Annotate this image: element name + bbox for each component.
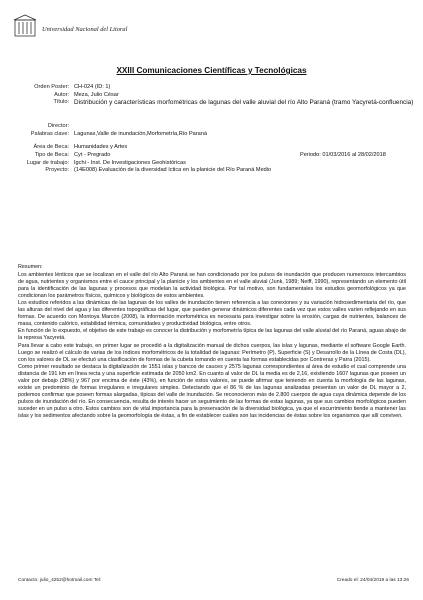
- autor-label: Autor:: [54, 91, 69, 98]
- abstract-paragraph: Como primer resultado se destaca la digitalización de 1551 islas y bancos de cauces y 2575 lagunas correspondientes al área de estudio el cual comprende una distancia de 191 km en línea recta y una superficie estimada de 2050 km2. En cuanto al valor de DL la media es de 2,16, existiendo 1607 lagunas que poseen un valor por debajo (38%) y 967 por encima de éste (43%), en función de estos valores, se puede afirmar que teniendo en cuenta la morfología de las lagunas, existe un predominio de formas irregulares e irregulares simples. Detectando que el 86 % de las lagunas analizadas presentan un valor de DL mayor a 2, podemos confirmar que poseen formas alargadas, típicas del valle de inundación. Se reconocieron más de 2.800 cuerpos de agua cuya dinámica depende de los pulsos de inundación del río. En consecuencia, resulta de interés hacer un seguimiento de las formas de estas lagunas, ya que sus cambios morfológicos pueden suceder en un pulso a otro. Estos cambios son de vital importancia para la preservación de la diversidad biológica, ya que el escurrimiento tiende a mantener las islas y los sedimentos afectando sobre la geomorfología de éstas, a fin de establecer cuáles son las incidencias de éstas sobre los organismos que allí conviven.: [18, 363, 406, 419]
- resumen-label: Resumen:: [18, 264, 43, 270]
- lugar-trabajo-row: [0, 160, 423, 168]
- autor-row: [0, 92, 423, 100]
- palabras-clave-row: [0, 131, 423, 139]
- area-beca-label: Área de Beca:: [33, 144, 69, 151]
- proyecto-row: [0, 167, 423, 175]
- titulo-row: [0, 99, 423, 117]
- conference-title: XXIII Comunicaciones Científicas y Tecnológicas: [116, 66, 307, 75]
- proyecto-value: (14E008) Evaluación de la diversidad íctica en la planicie del Río Paraná Medio: [74, 167, 272, 174]
- proyecto-label: Proyecto:: [45, 167, 69, 174]
- palabras-clave-value: Lagunas,Valle de inundación,Morfometría,Río Paraná: [74, 130, 207, 137]
- titulo-label: Título:: [53, 99, 69, 106]
- abstract-paragraph: Los estudios referidos a las dinámicas de las lagunas de los valles de inundación tienen referencia a las conexiones y su variación hidrosedimentaria del río, que las alturas del nivel del agua y las diferentes topográficas del lugar, que pueden generar dinámicos diferentes cada vez que estos valles varíen reflejando en sus formas. De acuerdo con Montoya Marcón (2008), la información morfométrica es necesaria para investigar sobre la erosión, cargas de nutrientes, balances de masa, contenido calórico, estabilidad térmica, comunidades y productividad biológica, entre otros.: [18, 300, 406, 328]
- abstract-paragraph: Para llevar a cabo este trabajo, en primer lugar se procedió a la digitalización manual de dichos cuerpos, las islas y lagunas, mediante el software Google Earth. Luego se realizó el cálculo de varias de los índices morfométricos de la totalidad de lagunas: Perímetro (P), Superficie (S) y Desarrollo de la Línea de Costa (DL), con los valores de DL se efectuó una clasificación de formas de la cubeta tomando en cuenta las formas establecidas por Contreras y Parra (2015).: [18, 342, 406, 363]
- tipo-beca-row: [0, 152, 423, 160]
- periodo-label: Periodo:: [300, 151, 321, 158]
- orden-poster-row: [0, 84, 423, 92]
- area-beca-row: [0, 144, 423, 152]
- tipo-beca-value: Cyt - Pregrado: [74, 151, 111, 158]
- abstract: [18, 264, 406, 420]
- lugar-trabajo-label: Lugar de trabajo:: [26, 159, 69, 166]
- director-row: [0, 123, 423, 131]
- poster-metadata: [0, 84, 423, 175]
- university-seal-icon: [12, 14, 38, 40]
- orden-poster-label: Orden Poster:: [34, 84, 69, 90]
- periodo-value: 01/03/2016 al 28/02/2018: [322, 151, 386, 158]
- director-label: Director:: [47, 123, 69, 130]
- periodo-field: [300, 152, 386, 160]
- university-logo: [12, 14, 142, 42]
- abstract-paragraph: En función de lo expuesto, el objetivo de este trabajo es conocer la distribución y morfometría típica de las lagunas del valle aluvial del río Paraná, aguas abajo de la represa Yacyretá.: [18, 328, 406, 342]
- tipo-beca-label: Tipo de Beca:: [34, 151, 69, 158]
- orden-poster-value: CH-024 (ID: 1): [74, 84, 111, 90]
- area-beca-value: Humanidades y Artes: [74, 144, 128, 151]
- institution-name: Universidad Nacional del Litoral: [42, 26, 128, 33]
- contact-info: Contacto: julio_4252@hotmail.com Tel:: [18, 578, 102, 583]
- created-date: Creado el: 24/04/2019 a las 13:26: [336, 578, 409, 583]
- titulo-value: Distribución y características morfométricas de lagunas del valle aluvial del río Alto Paraná (tramo Yacyretá-confluencia): [74, 99, 414, 107]
- autor-value: Meza, Julio César: [74, 91, 119, 98]
- abstract-paragraph: Los ambientes lénticos que se localizan en el valle del río Alto Paraná se han condicionado por los pulsos de inundación que producen numerosos intercambios de agua, nutrientes y organismos entre el cauce principal y la planicie y los ambientes en el valle aluvial (Junk, 1989; Neiff, 1990), representando un elemento útil para la identificación de las lagunas y procesos que modelan la actividad biológica. Por tal motivo, son fundamentales los estudios geomorfológicos ya que condicionan los parámetros físicos, químicos y biológicos de estos ambientes.: [18, 272, 406, 300]
- palabras-clave-label: Palabras clave:: [30, 130, 69, 137]
- lugar-trabajo-value: Igchi - Inst. De Investigaciones Geohistóricas: [74, 159, 186, 166]
